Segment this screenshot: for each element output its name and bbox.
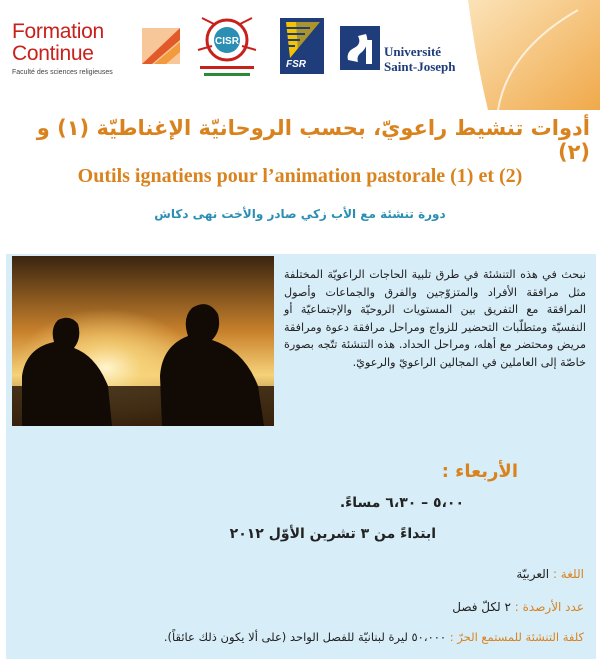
description-text: نبحث في هذه التنشئة في طرق تلبية الحاجات الراعويّة المختلفة مثل مرافقة الأفراد والمتزوّجين والفرق والجماعات وأصول المرافقة مع التفريق بين المستويات الروحيّة والإجتماعيّة أو النفسيّة ومتطلّبات التحضير للزواج ومراحل مرافقة دعوة ومرافقة مريض ومحتضر مع أهله، ومراحل الحداد. هذه التنشئة تتّجه بصورة خاصّة إلى العاملين في المجالين الراعويّ والرعويّ. (284, 268, 586, 369)
subtitle-instructors: دورة تنشئة مع الأب زكي صادر والأخت نهى دكاش (154, 207, 446, 221)
language-value: العربيّة (516, 567, 550, 581)
credits-row (452, 600, 584, 614)
formation-continue-faculty: Faculté des sciences religieuses (12, 69, 113, 76)
fsr-logo (280, 18, 324, 74)
usj-name-line2: Saint-Joseph (384, 59, 456, 74)
credits-label: عدد الأرصدة : (514, 600, 584, 614)
usj-logo (340, 26, 470, 76)
language-label: اللغة : (552, 567, 584, 581)
schedule-day: الأربعاء : (441, 461, 518, 482)
schedule-start-date: ابتداءً من ٣ تشرين الأوّل ٢٠١٢ (229, 526, 436, 542)
usj-name-line1: Université (384, 44, 442, 59)
cisr-emblem-icon (192, 16, 262, 82)
language-row (516, 567, 584, 581)
schedule-time: ٥،٠٠ – ٦،٣٠ مساءً. (339, 495, 464, 511)
title-french: Outils ignatiens pour l’animation pastorale (1) et (2) (77, 165, 523, 187)
cisr-logo (192, 16, 262, 82)
info-panel (6, 254, 596, 659)
formation-continue-line1: Formation (12, 20, 104, 43)
credits-value: ٢ لكلّ فصل (452, 600, 511, 614)
cisr-label: CISR (215, 36, 239, 47)
header (0, 0, 600, 110)
fsr-label: FSR (286, 59, 306, 70)
formation-continue-line2: Continue (12, 42, 94, 65)
fee-row (164, 630, 584, 644)
sunset-silhouette-photo (12, 256, 274, 426)
fee-value: ٥٠،٠٠٠ ليرة لبنانيّة للفصل الواحد (على ألا يكون ذلك عائقاً). (163, 630, 447, 644)
fee-label: كلفة التنشئة للمستمع الحرّ : (449, 630, 584, 644)
usj-mark-icon (340, 26, 380, 70)
formation-continue-mark-icon (140, 26, 182, 66)
title-arabic: أدوات تنشيط راعويّ، بحسب الروحانيّة الإغناطيّة (١) و (٢) (36, 116, 590, 164)
formation-continue-logo (12, 20, 177, 82)
corner-decoration (468, 0, 600, 110)
